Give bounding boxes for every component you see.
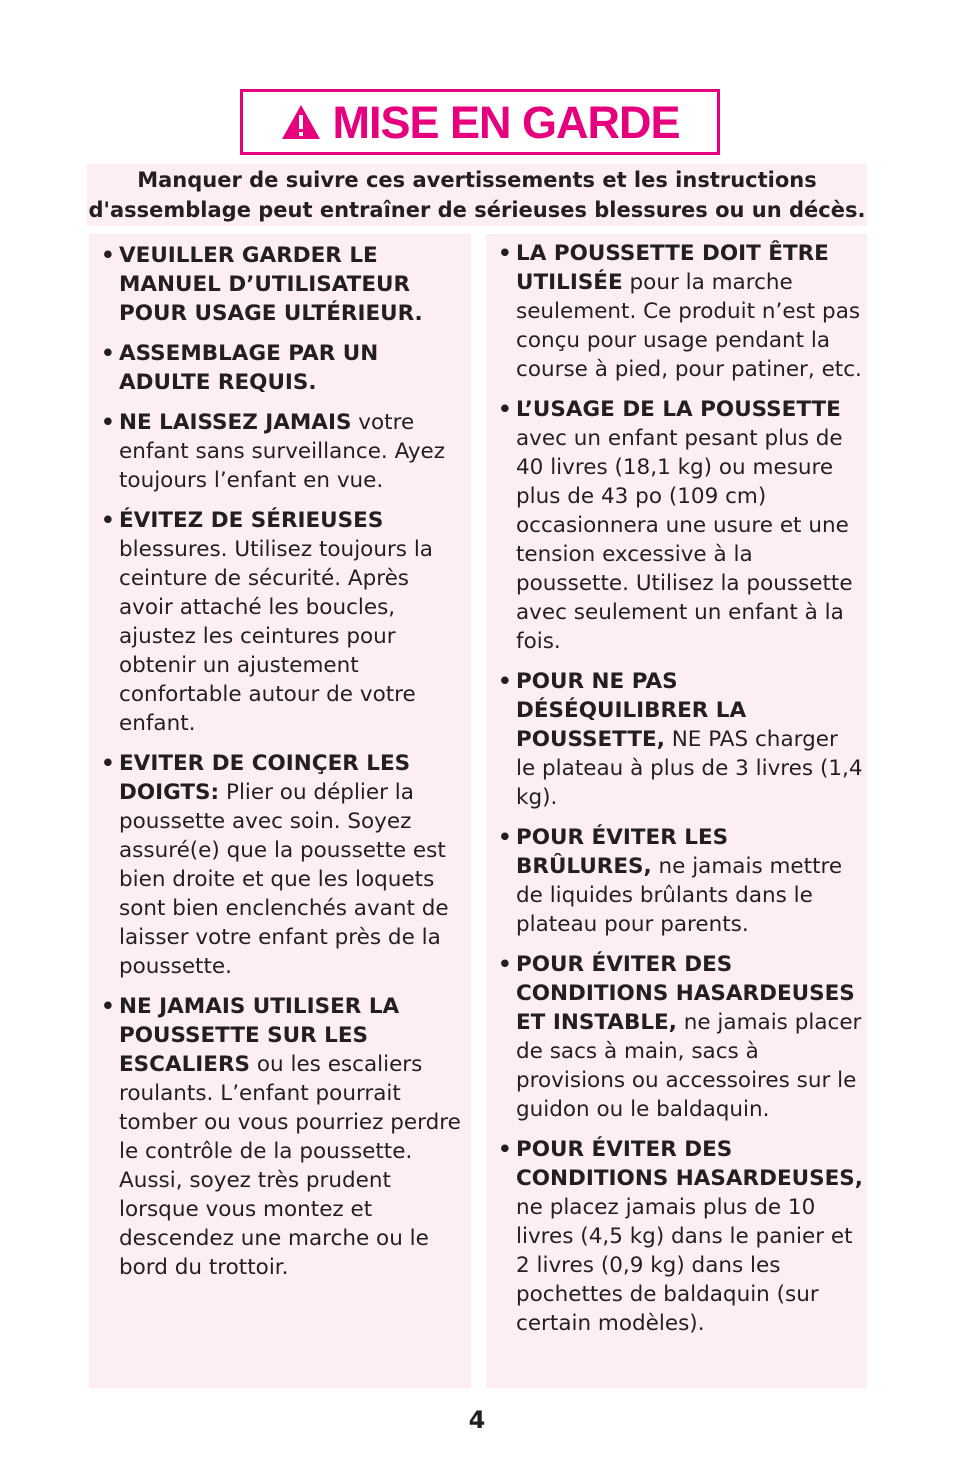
warning-item: [498, 950, 863, 1124]
warning-item: [101, 339, 461, 397]
right-warning-column: [486, 234, 867, 1388]
warning-item-text: pour la marche seulement. Ce produit n’est pas conçu pour usage pendant la course à pied, pour patiner, etc.: [516, 270, 862, 382]
warning-item-heading: NE LAISSEZ JAMAIS: [119, 410, 352, 435]
warning-item-heading: EVITER DE COINÇER LES DOIGTS:: [119, 751, 411, 805]
left-warning-column: [89, 234, 471, 1388]
warning-item-text: avec un enfant pesant plus de 40 livres (18,1 kg) ou mesure plus de 43 po (109 cm) occasionnera une usure et une tension excessive à la poussette. Utilisez la poussette avec seulement un enfant à la fois.: [516, 426, 853, 654]
warning-item: [498, 823, 863, 939]
warning-item-text: ne jamais placer de sacs à main, sacs à provisions ou accessoires sur le guidon ou le baldaquin.: [516, 1010, 862, 1122]
warning-item: [101, 749, 461, 981]
warning-item: [498, 667, 863, 812]
warning-item-text: NE PAS charger le plateau à plus de 3 livres (1,4 kg).: [516, 727, 863, 810]
page-title: MISE EN GARDE: [332, 96, 680, 148]
warning-item: [101, 241, 461, 328]
warning-item: [101, 506, 461, 738]
warning-item: [101, 408, 461, 495]
warning-item-heading: POUR NE PAS DÉSÉQUILIBRER LA POUSSETTE,: [516, 669, 747, 752]
intro-line-2: d'assemblage peut entraîner de sérieuses blessures ou un décès.: [88, 198, 866, 222]
warning-item: [498, 239, 863, 384]
warning-item-heading: POUR ÉVITER DES CONDITIONS HASARDEUSES ET INSTABLE,: [516, 952, 855, 1035]
warning-item-heading: NE JAMAIS UTILISER LA POUSSETTE SUR LES ESCALIERS: [119, 994, 400, 1077]
warning-banner: [240, 89, 720, 155]
intro-warning: [87, 164, 867, 226]
warning-item-heading: ÉVITEZ DE SÉRIEUSES: [119, 508, 384, 533]
warning-item-text: votre enfant sans surveillance. Ayez toujours l’enfant en vue.: [119, 410, 446, 493]
warning-item-heading: POUR ÉVITER LES BRÛLURES,: [516, 825, 729, 879]
warning-item-heading: L’USAGE DE LA POUSSETTE: [516, 397, 841, 422]
warning-item-heading: VEUILLER GARDER LE MANUEL D’UTILISATEUR POUR USAGE ULTÉRIEUR.: [119, 243, 423, 326]
warning-item: [498, 395, 863, 656]
warning-item: [498, 1135, 863, 1338]
intro-line-1: Manquer de suivre ces avertissements et les instructions: [137, 168, 817, 192]
warning-item-text: ne placez jamais plus de 10 livres (4,5 kg) dans le panier et 2 livres (0,9 kg) dans les pochettes de baldaquin (sur certain modèles).: [516, 1195, 853, 1336]
warning-item: [101, 992, 461, 1282]
warning-triangle-icon: [280, 103, 322, 141]
warning-item-text: Plier ou déplier la poussette avec soin. Soyez assuré(e) que la poussette est bien droite et que les loquets sont bien enclenchés avant de laisser votre enfant près de la poussette.: [119, 780, 449, 979]
page-number: 4: [468, 1406, 486, 1434]
warning-item-heading: POUR ÉVITER DES CONDITIONS HASARDEUSES,: [516, 1137, 863, 1191]
warning-item-text: ou les escaliers roulants. L’enfant pourrait tomber ou vous pourriez perdre le contrôle de la poussette. Aussi, soyez très prudent lorsque vous montez et descendez une marche ou le bord du trottoir.: [119, 1052, 461, 1280]
warning-item-text: blessures. Utilisez toujours la ceinture de sécurité. Après avoir attaché les boucles, ajustez les ceintures pour obtenir un ajustement confortable autour de votre enfant.: [119, 537, 433, 736]
warning-item-text: ne jamais mettre de liquides brûlants dans le plateau pour parents.: [516, 854, 843, 937]
warning-item-heading: ASSEMBLAGE PAR UN ADULTE REQUIS.: [119, 341, 379, 395]
warning-item-heading: LA POUSSETTE DOIT ÊTRE UTILISÉE: [516, 241, 829, 295]
